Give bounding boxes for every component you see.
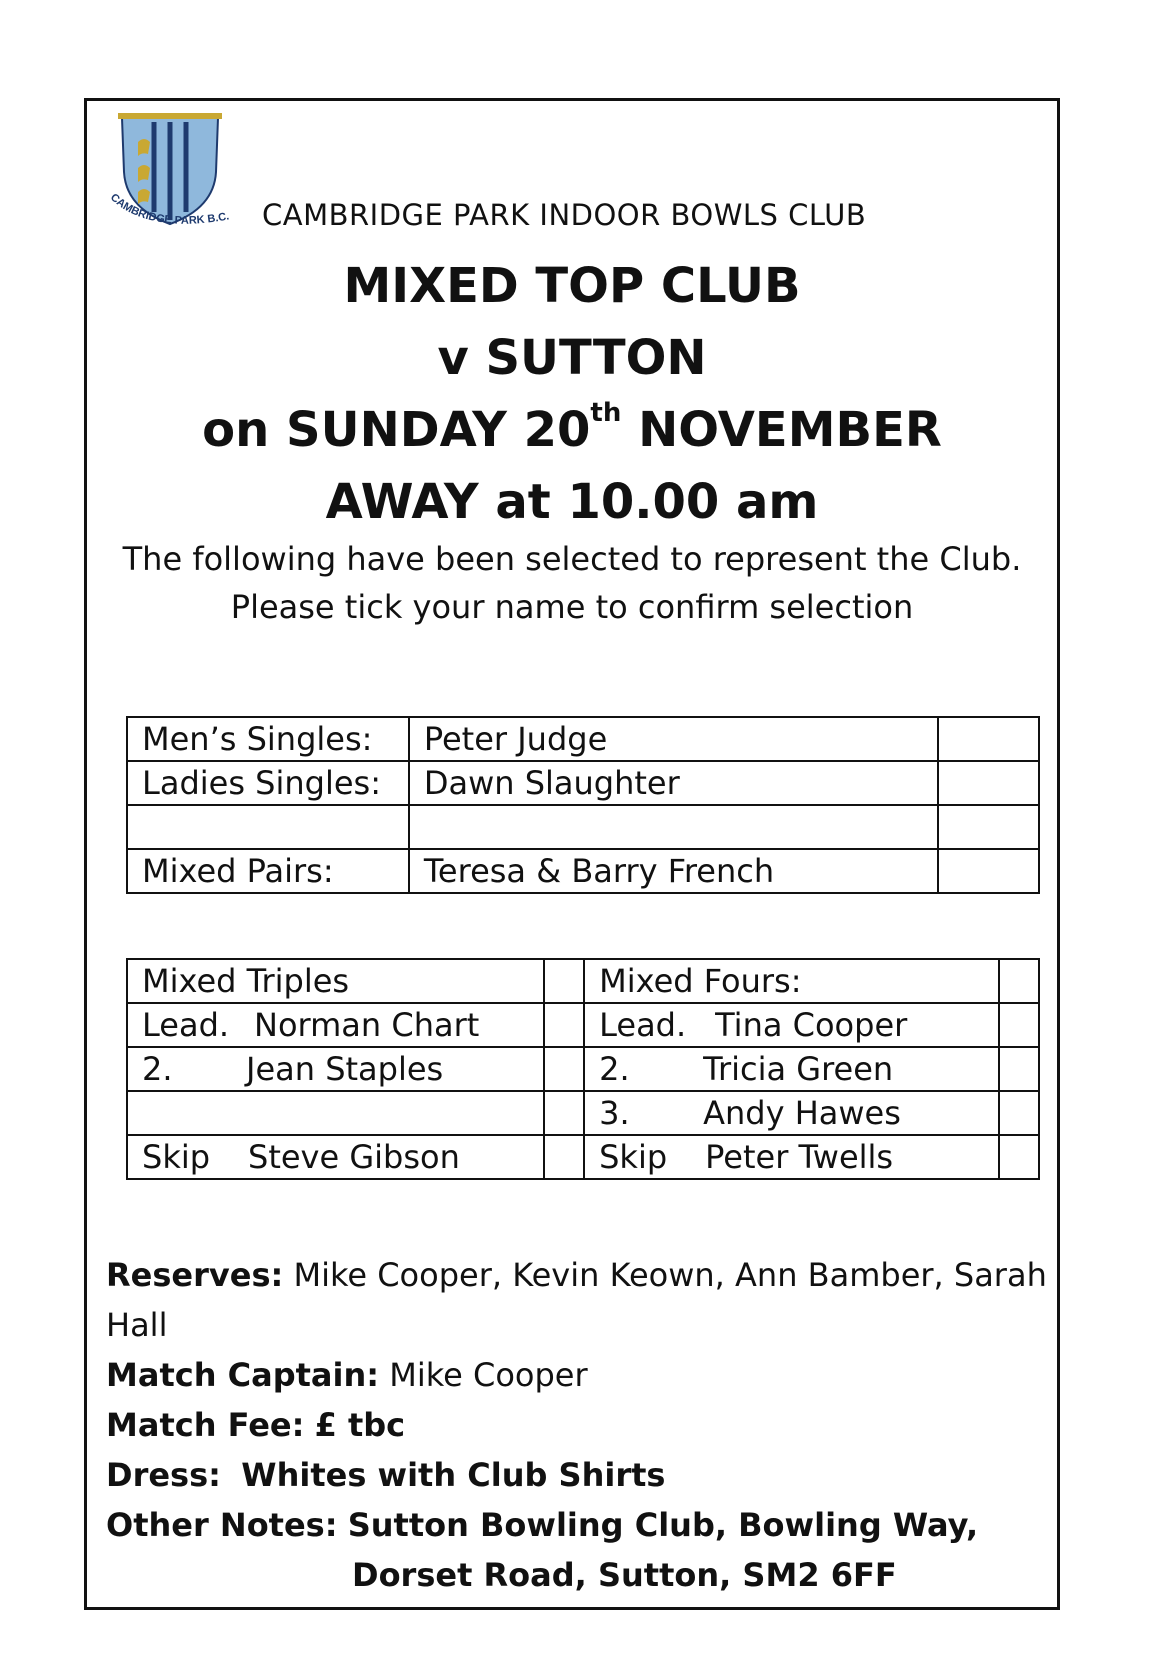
notes-value: Sutton Bowling Club, Bowling Way, [347,1506,979,1544]
triples-player [127,1135,544,1179]
fee-value: £ tbc [314,1406,406,1444]
notes-line [106,1506,978,1544]
table-row [127,717,1039,761]
position-label: 2. [142,1050,173,1088]
player-name: Teresa & Barry French [409,849,938,893]
table-row [127,805,1039,849]
intro-line-2: Please tick your name to confirm selection [230,588,914,626]
position-label: Skip [599,1138,668,1176]
player-name: Peter Judge [409,717,938,761]
tick-box[interactable] [999,1091,1039,1135]
table-header-row [127,959,1039,1003]
triples-fours-table [126,958,1040,1180]
event-label [127,805,409,849]
club-crest-logo [108,112,258,240]
tick-box[interactable] [999,1003,1039,1047]
dress-line [106,1456,665,1494]
triples-header: Mixed Triples [127,959,544,1003]
fours-player [584,1135,999,1179]
event-label: Men’s Singles: [127,717,409,761]
tick-box[interactable] [938,805,1039,849]
reserves-label: Reserves: [106,1256,284,1294]
tick-box[interactable] [999,1135,1039,1179]
table-row [127,1003,1039,1047]
player-name: Jean Staples [246,1050,444,1088]
club-name: CAMBRIDGE PARK INDOOR BOWLS CLUB [262,198,867,232]
tick-box[interactable] [938,761,1039,805]
crest-ring-text: CAMBRIDGE PARK B.C. [108,191,231,227]
tick-box[interactable] [999,1047,1039,1091]
intro-line-1: The following have been selected to represent the Club. [122,540,1022,578]
date-line [84,398,1060,458]
position-label: Lead. [599,1006,687,1044]
captain-value: Mike Cooper [389,1356,588,1394]
table-row [127,1047,1039,1091]
position-label: 2. [599,1050,630,1088]
player-name: Peter Twells [705,1138,894,1176]
tick-box[interactable] [544,1091,584,1135]
position-label: Lead. [142,1006,230,1044]
position-label: 3. [599,1094,630,1132]
singles-pairs-table [126,716,1040,894]
player-name: Tricia Green [703,1050,894,1088]
triples-player [127,1047,544,1091]
table-row [127,1091,1039,1135]
player-name: Steve Gibson [248,1138,460,1176]
triples-player [127,1091,544,1135]
fee-label: Match Fee: [106,1406,305,1444]
captain-line [106,1356,588,1394]
fours-header: Mixed Fours: [584,959,999,1003]
reserves-line [106,1256,1047,1294]
captain-label: Match Captain: [106,1356,380,1394]
fee-line [106,1406,405,1444]
tick-box[interactable] [544,959,584,1003]
reserves-continued: Hall [106,1306,168,1344]
venue-time-line: AWAY at 10.00 am [325,474,819,530]
fours-player [584,1003,999,1047]
match-title: MIXED TOP CLUB [343,258,801,314]
table-row [127,1135,1039,1179]
tick-box[interactable] [999,959,1039,1003]
table-row [127,849,1039,893]
fours-player [584,1091,999,1135]
fours-player [584,1047,999,1091]
player-name: Andy Hawes [703,1094,901,1132]
tick-box[interactable] [544,1047,584,1091]
triples-player [127,1003,544,1047]
event-label: Ladies Singles: [127,761,409,805]
dress-value: Whites with Club Shirts [241,1456,666,1494]
notes-label: Other Notes: [106,1506,338,1544]
month-text: NOVEMBER [621,402,942,458]
player-name: Norman Chart [254,1006,480,1044]
tick-box[interactable] [544,1135,584,1179]
position-label: Skip [142,1138,211,1176]
opponent-line: v SUTTON [437,330,707,386]
tick-box[interactable] [938,717,1039,761]
tick-box[interactable] [938,849,1039,893]
notes-continued: Dorset Road, Sutton, SM2 6FF [352,1556,897,1594]
event-label: Mixed Pairs: [127,849,409,893]
player-name: Tina Cooper [715,1006,908,1044]
date-text: on SUNDAY 20 [202,402,591,458]
player-name: Dawn Slaughter [409,761,938,805]
date-suffix: th [590,398,622,428]
table-row [127,761,1039,805]
dress-label: Dress: [106,1456,221,1494]
player-name [409,805,938,849]
reserves-value: Mike Cooper, Kevin Keown, Ann Bamber, Sarah [293,1256,1047,1294]
tick-box[interactable] [544,1003,584,1047]
